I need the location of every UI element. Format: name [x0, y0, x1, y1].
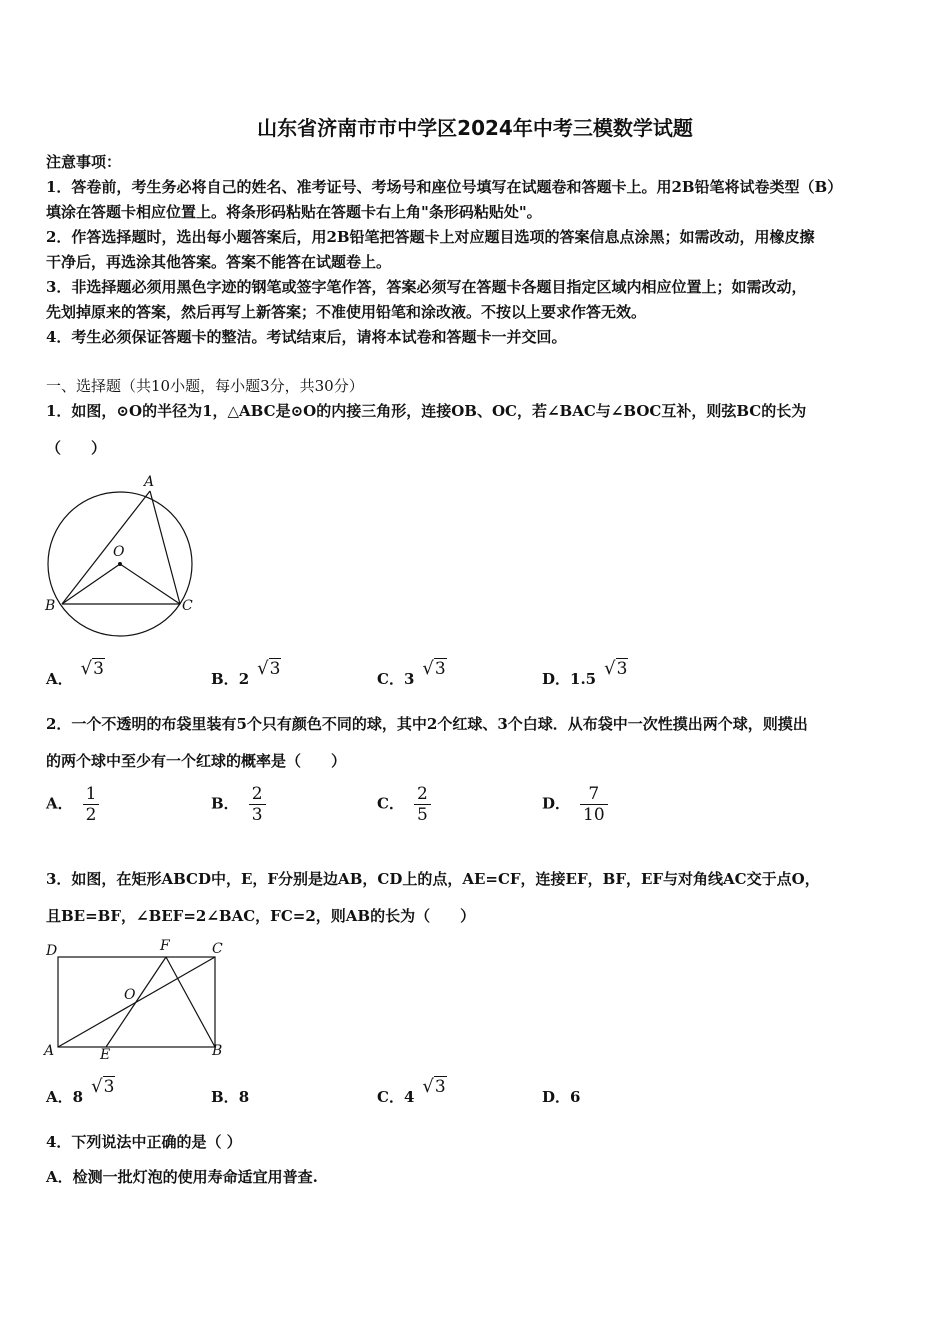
sqrt-expression: √3 [422, 658, 446, 679]
q3-stem: 3．如图，在矩形ABCD中，E，F分别是边AB，CD上的点，AE=CF，连接EF，BF，EF与对角线AC交于点O， [46, 870, 820, 888]
q1-option-b[interactable]: B．2 √3 [211, 658, 281, 688]
q1-option-a[interactable]: A． √3 [46, 658, 104, 688]
segment-ob [62, 564, 120, 604]
fraction: $\frac{2}{5}$ [414, 784, 431, 825]
q4-option-a[interactable]: A．检测一批灯泡的使用寿命适宜用普查. [46, 1168, 318, 1186]
q1-circle-figure [40, 470, 210, 645]
page-title: 山东省济南市市中学区2024年中考三模数学试题 [257, 116, 693, 140]
label-o: O [113, 544, 125, 560]
fraction: $\frac{1}{2}$ [83, 784, 100, 825]
notice-line: 3．非选择题必须用黑色字迹的钢笔或签字笔作答，答案必须写在答题卡各题目指定区域内相应位置上；如需改动， [46, 278, 807, 296]
fraction: $\frac{7}{10}$ [580, 784, 608, 825]
q4-stem: 4．下列说法中正确的是（ ） [46, 1133, 242, 1151]
q2-option-d[interactable]: D． $\frac{7}{10}$ [542, 784, 608, 825]
label-o: O [124, 987, 136, 1003]
sqrt-expression: √3 [80, 658, 104, 679]
label-c: C [212, 941, 223, 957]
label-b: B [45, 598, 56, 614]
q2-option-a[interactable]: A． $\frac{1}{2}$ [46, 784, 99, 825]
label-b: B [212, 1043, 223, 1059]
sqrt-expression: √3 [422, 1076, 446, 1097]
sqrt-expression: √3 [257, 658, 281, 679]
label-a: A [144, 474, 155, 490]
sqrt-expression: √3 [91, 1076, 115, 1097]
q1-stem-cont: （ ） [46, 439, 107, 457]
segment-ef [106, 957, 166, 1047]
notice-line: 先划掉原来的答案，然后再写上新答案；不准使用铅笔和涂改液。不按以上要求作答无效。 [46, 303, 647, 321]
notice-line: 4．考生必须保证答题卡的整洁。考试结束后，请将本试卷和答题卡一并交回。 [46, 328, 567, 346]
label-a: A [44, 1043, 55, 1059]
section-heading: 一、选择题（共10小题，每小题3分，共30分） [46, 377, 364, 395]
q2-option-b[interactable]: B． $\frac{2}{3}$ [211, 784, 266, 825]
q1-option-d[interactable]: D．1.5 √3 [542, 658, 628, 688]
notice-line: 填涂在答题卡相应位置上。将条形码粘贴在答题卡右上角"条形码粘贴处"。 [46, 203, 542, 221]
q2-stem: 2．一个不透明的布袋里装有5个只有颜色不同的球，其中2个红球、3个白球．从布袋中一次性摸出两个球，则摸出 [46, 715, 808, 733]
notice-heading: 注意事项： [46, 153, 122, 171]
q3-stem-cont: 且BE=BF，∠BEF=2∠BAC，FC=2，则AB的长为（ ） [46, 907, 476, 925]
q1-stem: 1．如图，⊙O的半径为1，△ABC是⊙O的内接三角形，连接OB、OC，若∠BAC与∠BOC互补，则弦BC的长为 [46, 402, 807, 420]
q2-stem-cont: 的两个球中至少有一个红球的概率是（ ） [46, 752, 347, 770]
sqrt-expression: √3 [604, 658, 628, 679]
center-point [118, 562, 122, 566]
notice-line: 1．答卷前，考生务必将自己的姓名、准考证号、考场号和座位号填写在试题卷和答题卡上。用2B铅笔将试卷类型（B） [46, 178, 843, 196]
q3-rectangle-figure [40, 935, 240, 1065]
label-c: C [182, 598, 193, 614]
fraction: $\frac{2}{3}$ [249, 784, 266, 825]
label-f: F [160, 938, 170, 954]
q2-option-c[interactable]: C． $\frac{2}{5}$ [377, 784, 431, 825]
notice-line: 2．作答选择题时，选出每小题答案后，用2B铅笔把答题卡上对应题目选项的答案信息点涂黑；如需改动，用橡皮擦 [46, 228, 815, 246]
label-d: D [46, 943, 58, 959]
q3-option-b[interactable]: B．8 [211, 1088, 250, 1106]
notice-line: 干净后，再选涂其他答案。答案不能答在试题卷上。 [46, 253, 392, 271]
q3-option-d[interactable]: D．6 [542, 1088, 581, 1106]
q3-option-c[interactable]: C．4 √3 [377, 1076, 446, 1106]
label-e: E [100, 1047, 111, 1063]
q3-option-a[interactable]: A．8 √3 [46, 1076, 115, 1106]
q1-option-c[interactable]: C．3 √3 [377, 658, 446, 688]
